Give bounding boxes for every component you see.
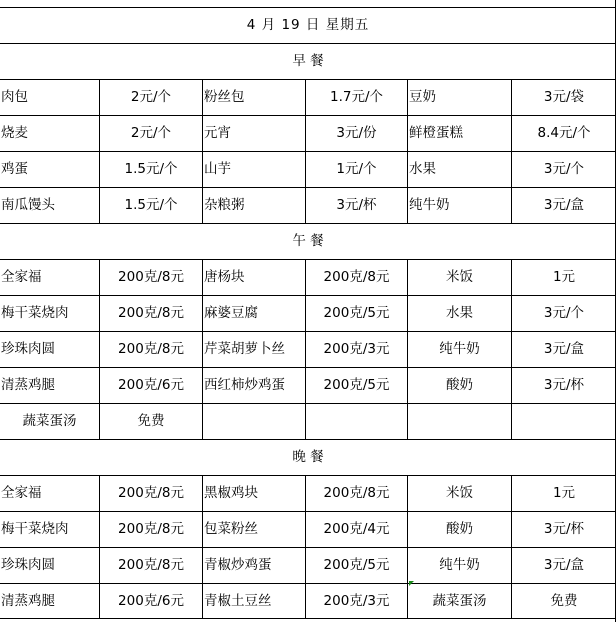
dinner-item-name: 黑椒鸡块 — [203, 476, 306, 511]
breakfast-item-price: 3元/盒 — [543, 197, 585, 213]
lunch-item-name: 芹菜胡萝卜丝 — [203, 332, 306, 367]
breakfast-header: 早 餐 — [292, 53, 324, 69]
dinner-header-row — [0, 439, 616, 475]
lunch-item-name: 麻婆豆腐 — [203, 296, 306, 331]
dinner-item-name: 纯牛奶 — [408, 548, 512, 583]
dinner-item-name: 青椒土豆丝 — [203, 584, 306, 619]
dinner-header: 晚 餐 — [292, 449, 324, 465]
breakfast-item-price: 3元/袋 — [543, 89, 585, 105]
lunch-item-name: 酸奶 — [408, 368, 512, 403]
breakfast-item-price: 3元/份 — [306, 116, 408, 151]
lunch-item-price: 200克/5元 — [306, 296, 408, 331]
page-title: 4 月 19 日 星期五 — [246, 17, 370, 33]
dinner-item-price: 200克/6元 — [100, 584, 203, 619]
breakfast-item-name: 纯牛奶 — [408, 188, 512, 223]
lunch-row — [0, 367, 616, 403]
lunch-row — [0, 295, 616, 331]
dinner-item-price: 200克/8元 — [100, 476, 203, 511]
breakfast-item-price: 1.5元/个 — [100, 188, 203, 223]
breakfast-item-price: 1元/个 — [306, 152, 408, 187]
breakfast-item-name: 鸡蛋 — [0, 152, 100, 187]
breakfast-item-price: 1.5元/个 — [100, 152, 203, 187]
dinner-item-name: 米饭 — [408, 476, 512, 511]
dinner-item-price: 200克/3元 — [306, 584, 408, 619]
dinner-item-price: 3元/杯 — [543, 521, 585, 537]
dinner-item-name: 珍珠肉圆 — [0, 548, 100, 583]
lunch-item-price: 免费 — [100, 404, 203, 439]
breakfast-item-name: 豆奶 — [408, 80, 512, 115]
dinner-row — [0, 547, 616, 583]
dinner-item-price: 1元 — [552, 485, 576, 501]
lunch-item-name: 纯牛奶 — [408, 332, 512, 367]
breakfast-item-price: 3元/个 — [543, 161, 585, 177]
breakfast-row — [0, 79, 616, 115]
breakfast-item-name: 烧麦 — [0, 116, 100, 151]
dinner-item-name: 青椒炒鸡蛋 — [203, 548, 306, 583]
breakfast-item-price: 3元/杯 — [306, 188, 408, 223]
lunch-item-name: 蔬菜蛋汤 — [0, 404, 100, 439]
lunch-item-price: 200克/8元 — [100, 332, 203, 367]
lunch-item-name: 梅干菜烧肉 — [0, 296, 100, 331]
dinner-item-name: 清蒸鸡腿 — [0, 584, 100, 619]
title-row — [0, 7, 616, 43]
lunch-item-price: 200克/5元 — [306, 368, 408, 403]
lunch-item-price: 1元 — [552, 269, 576, 285]
dinner-item-price: 免费 — [550, 593, 578, 609]
breakfast-header-row — [0, 43, 616, 79]
dinner-row — [0, 583, 616, 619]
lunch-item-name: 全家福 — [0, 260, 100, 295]
dinner-item-name: 酸奶 — [408, 512, 512, 547]
lunch-header-row — [0, 223, 616, 259]
lunch-item-name: 清蒸鸡腿 — [0, 368, 100, 403]
dinner-item-price: 200克/8元 — [306, 476, 408, 511]
lunch-item-price — [306, 404, 408, 439]
breakfast-item-name: 杂粮粥 — [203, 188, 306, 223]
lunch-item-name: 米饭 — [408, 260, 512, 295]
lunch-item-price: 3元/盒 — [543, 341, 585, 357]
breakfast-item-name: 山芋 — [203, 152, 306, 187]
dinner-item-price: 3元/盒 — [543, 557, 585, 573]
dinner-item-price: 200克/5元 — [306, 548, 408, 583]
dinner-row — [0, 475, 616, 511]
breakfast-item-name: 鲜橙蛋糕 — [408, 116, 512, 151]
lunch-item-price — [512, 404, 616, 439]
lunch-item-price: 200克/8元 — [100, 260, 203, 295]
breakfast-item-price: 2元/个 — [100, 80, 203, 115]
breakfast-item-name: 元宵 — [203, 116, 306, 151]
breakfast-row — [0, 187, 616, 223]
breakfast-item-price: 1.7元/个 — [306, 80, 408, 115]
lunch-header: 午 餐 — [292, 233, 324, 249]
lunch-item-name: 唐杨块 — [203, 260, 306, 295]
breakfast-item-name: 南瓜馒头 — [0, 188, 100, 223]
dinner-item-name: 梅干菜烧肉 — [0, 512, 100, 547]
lunch-row — [0, 259, 616, 295]
breakfast-item-name: 肉包 — [0, 80, 100, 115]
lunch-item-price: 3元/杯 — [543, 377, 585, 393]
breakfast-item-name: 粉丝包 — [203, 80, 306, 115]
dinner-item-price: 200克/8元 — [100, 548, 203, 583]
lunch-item-name: 西红柿炒鸡蛋 — [203, 368, 306, 403]
lunch-item-price: 200克/8元 — [100, 296, 203, 331]
breakfast-item-name: 水果 — [408, 152, 512, 187]
lunch-item-name: 水果 — [408, 296, 512, 331]
lunch-row — [0, 403, 616, 439]
dinner-item-name: 全家福 — [0, 476, 100, 511]
breakfast-item-price: 2元/个 — [100, 116, 203, 151]
lunch-item-price: 200克/8元 — [306, 260, 408, 295]
breakfast-row — [0, 151, 616, 187]
lunch-item-name — [408, 404, 512, 439]
dinner-item-name: 包菜粉丝 — [203, 512, 306, 547]
lunch-item-price: 3元/个 — [543, 305, 585, 321]
lunch-item-price: 200克/3元 — [306, 332, 408, 367]
lunch-item-name — [203, 404, 306, 439]
dinner-item-price: 200克/4元 — [306, 512, 408, 547]
breakfast-item-price: 8.4元/个 — [537, 125, 591, 141]
breakfast-row — [0, 115, 616, 151]
lunch-item-name: 珍珠肉圆 — [0, 332, 100, 367]
cell-comment-marker — [409, 581, 414, 586]
lunch-row — [0, 331, 616, 367]
lunch-item-price: 200克/6元 — [100, 368, 203, 403]
dinner-item-price: 200克/8元 — [100, 512, 203, 547]
dinner-row — [0, 511, 616, 547]
dinner-item-name: 蔬菜蛋汤 — [408, 584, 512, 619]
